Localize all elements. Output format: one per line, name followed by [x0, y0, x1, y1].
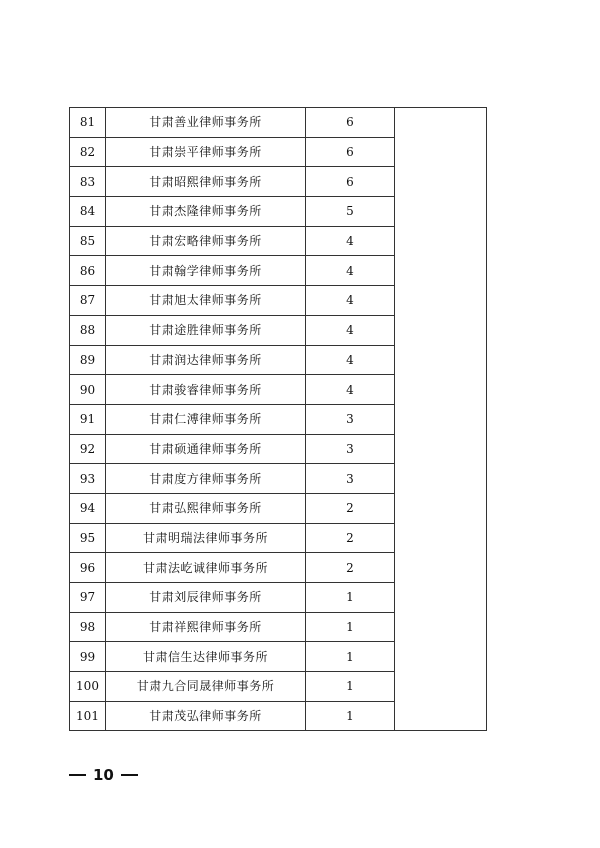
row-number: 82 — [70, 137, 106, 167]
row-number: 97 — [70, 583, 106, 613]
footer-dash-left — [69, 774, 86, 776]
law-firm-name: 甘肃杰隆律师事务所 — [106, 197, 306, 227]
law-firm-name: 甘肃润达律师事务所 — [106, 345, 306, 375]
law-firm-name: 甘肃仁溥律师事务所 — [106, 404, 306, 434]
row-number: 99 — [70, 642, 106, 672]
law-firm-name: 甘肃昭熙律师事务所 — [106, 167, 306, 197]
law-firm-name: 甘肃弘熙律师事务所 — [106, 493, 306, 523]
law-firm-name: 甘肃茂弘律师事务所 — [106, 701, 306, 731]
row-number: 89 — [70, 345, 106, 375]
row-number: 90 — [70, 375, 106, 405]
law-firm-name: 甘肃崇平律师事务所 — [106, 137, 306, 167]
count-cell: 2 — [306, 523, 395, 553]
law-firm-table-body — [70, 108, 487, 731]
row-number: 86 — [70, 256, 106, 286]
row-number: 85 — [70, 226, 106, 256]
row-number: 95 — [70, 523, 106, 553]
row-number: 84 — [70, 197, 106, 227]
row-number: 98 — [70, 612, 106, 642]
footer-dash-right — [121, 774, 138, 776]
law-firm-name: 甘肃信生达律师事务所 — [106, 642, 306, 672]
count-cell: 4 — [306, 345, 395, 375]
count-cell: 4 — [306, 315, 395, 345]
law-firm-name: 甘肃九合同晟律师事务所 — [106, 672, 306, 702]
row-number: 101 — [70, 701, 106, 731]
law-firm-name: 甘肃途胜律师事务所 — [106, 315, 306, 345]
law-firm-name: 甘肃骏睿律师事务所 — [106, 375, 306, 405]
count-cell: 4 — [306, 286, 395, 316]
count-cell: 4 — [306, 256, 395, 286]
count-cell: 4 — [306, 226, 395, 256]
count-cell: 2 — [306, 493, 395, 523]
row-number: 92 — [70, 434, 106, 464]
note-cell — [395, 108, 487, 731]
law-firm-name: 甘肃硕通律师事务所 — [106, 434, 306, 464]
count-cell: 1 — [306, 612, 395, 642]
law-firm-name: 甘肃宏略律师事务所 — [106, 226, 306, 256]
count-cell: 1 — [306, 672, 395, 702]
row-number: 83 — [70, 167, 106, 197]
law-firm-name: 甘肃旭太律师事务所 — [106, 286, 306, 316]
page-footer — [69, 766, 138, 784]
row-number: 87 — [70, 286, 106, 316]
count-cell: 5 — [306, 197, 395, 227]
law-firm-name: 甘肃法屹诚律师事务所 — [106, 553, 306, 583]
law-firm-name: 甘肃度方律师事务所 — [106, 464, 306, 494]
count-cell: 3 — [306, 464, 395, 494]
row-number: 96 — [70, 553, 106, 583]
row-number: 100 — [70, 672, 106, 702]
count-cell: 6 — [306, 137, 395, 167]
count-cell: 3 — [306, 434, 395, 464]
law-firm-name: 甘肃明瑞法律师事务所 — [106, 523, 306, 553]
law-firm-table — [69, 107, 487, 731]
law-firm-name: 甘肃刘辰律师事务所 — [106, 583, 306, 613]
count-cell: 1 — [306, 642, 395, 672]
count-cell: 1 — [306, 701, 395, 731]
row-number: 93 — [70, 464, 106, 494]
count-cell: 6 — [306, 108, 395, 138]
row-number: 81 — [70, 108, 106, 138]
row-number: 88 — [70, 315, 106, 345]
law-firm-name: 甘肃善业律师事务所 — [106, 108, 306, 138]
count-cell: 2 — [306, 553, 395, 583]
row-number: 94 — [70, 493, 106, 523]
count-cell: 1 — [306, 583, 395, 613]
count-cell: 4 — [306, 375, 395, 405]
table-row — [70, 108, 487, 138]
law-firm-name: 甘肃祥熙律师事务所 — [106, 612, 306, 642]
row-number: 91 — [70, 404, 106, 434]
law-firm-name: 甘肃翰学律师事务所 — [106, 256, 306, 286]
count-cell: 6 — [306, 167, 395, 197]
page-number: 10 — [93, 766, 114, 784]
count-cell: 3 — [306, 404, 395, 434]
